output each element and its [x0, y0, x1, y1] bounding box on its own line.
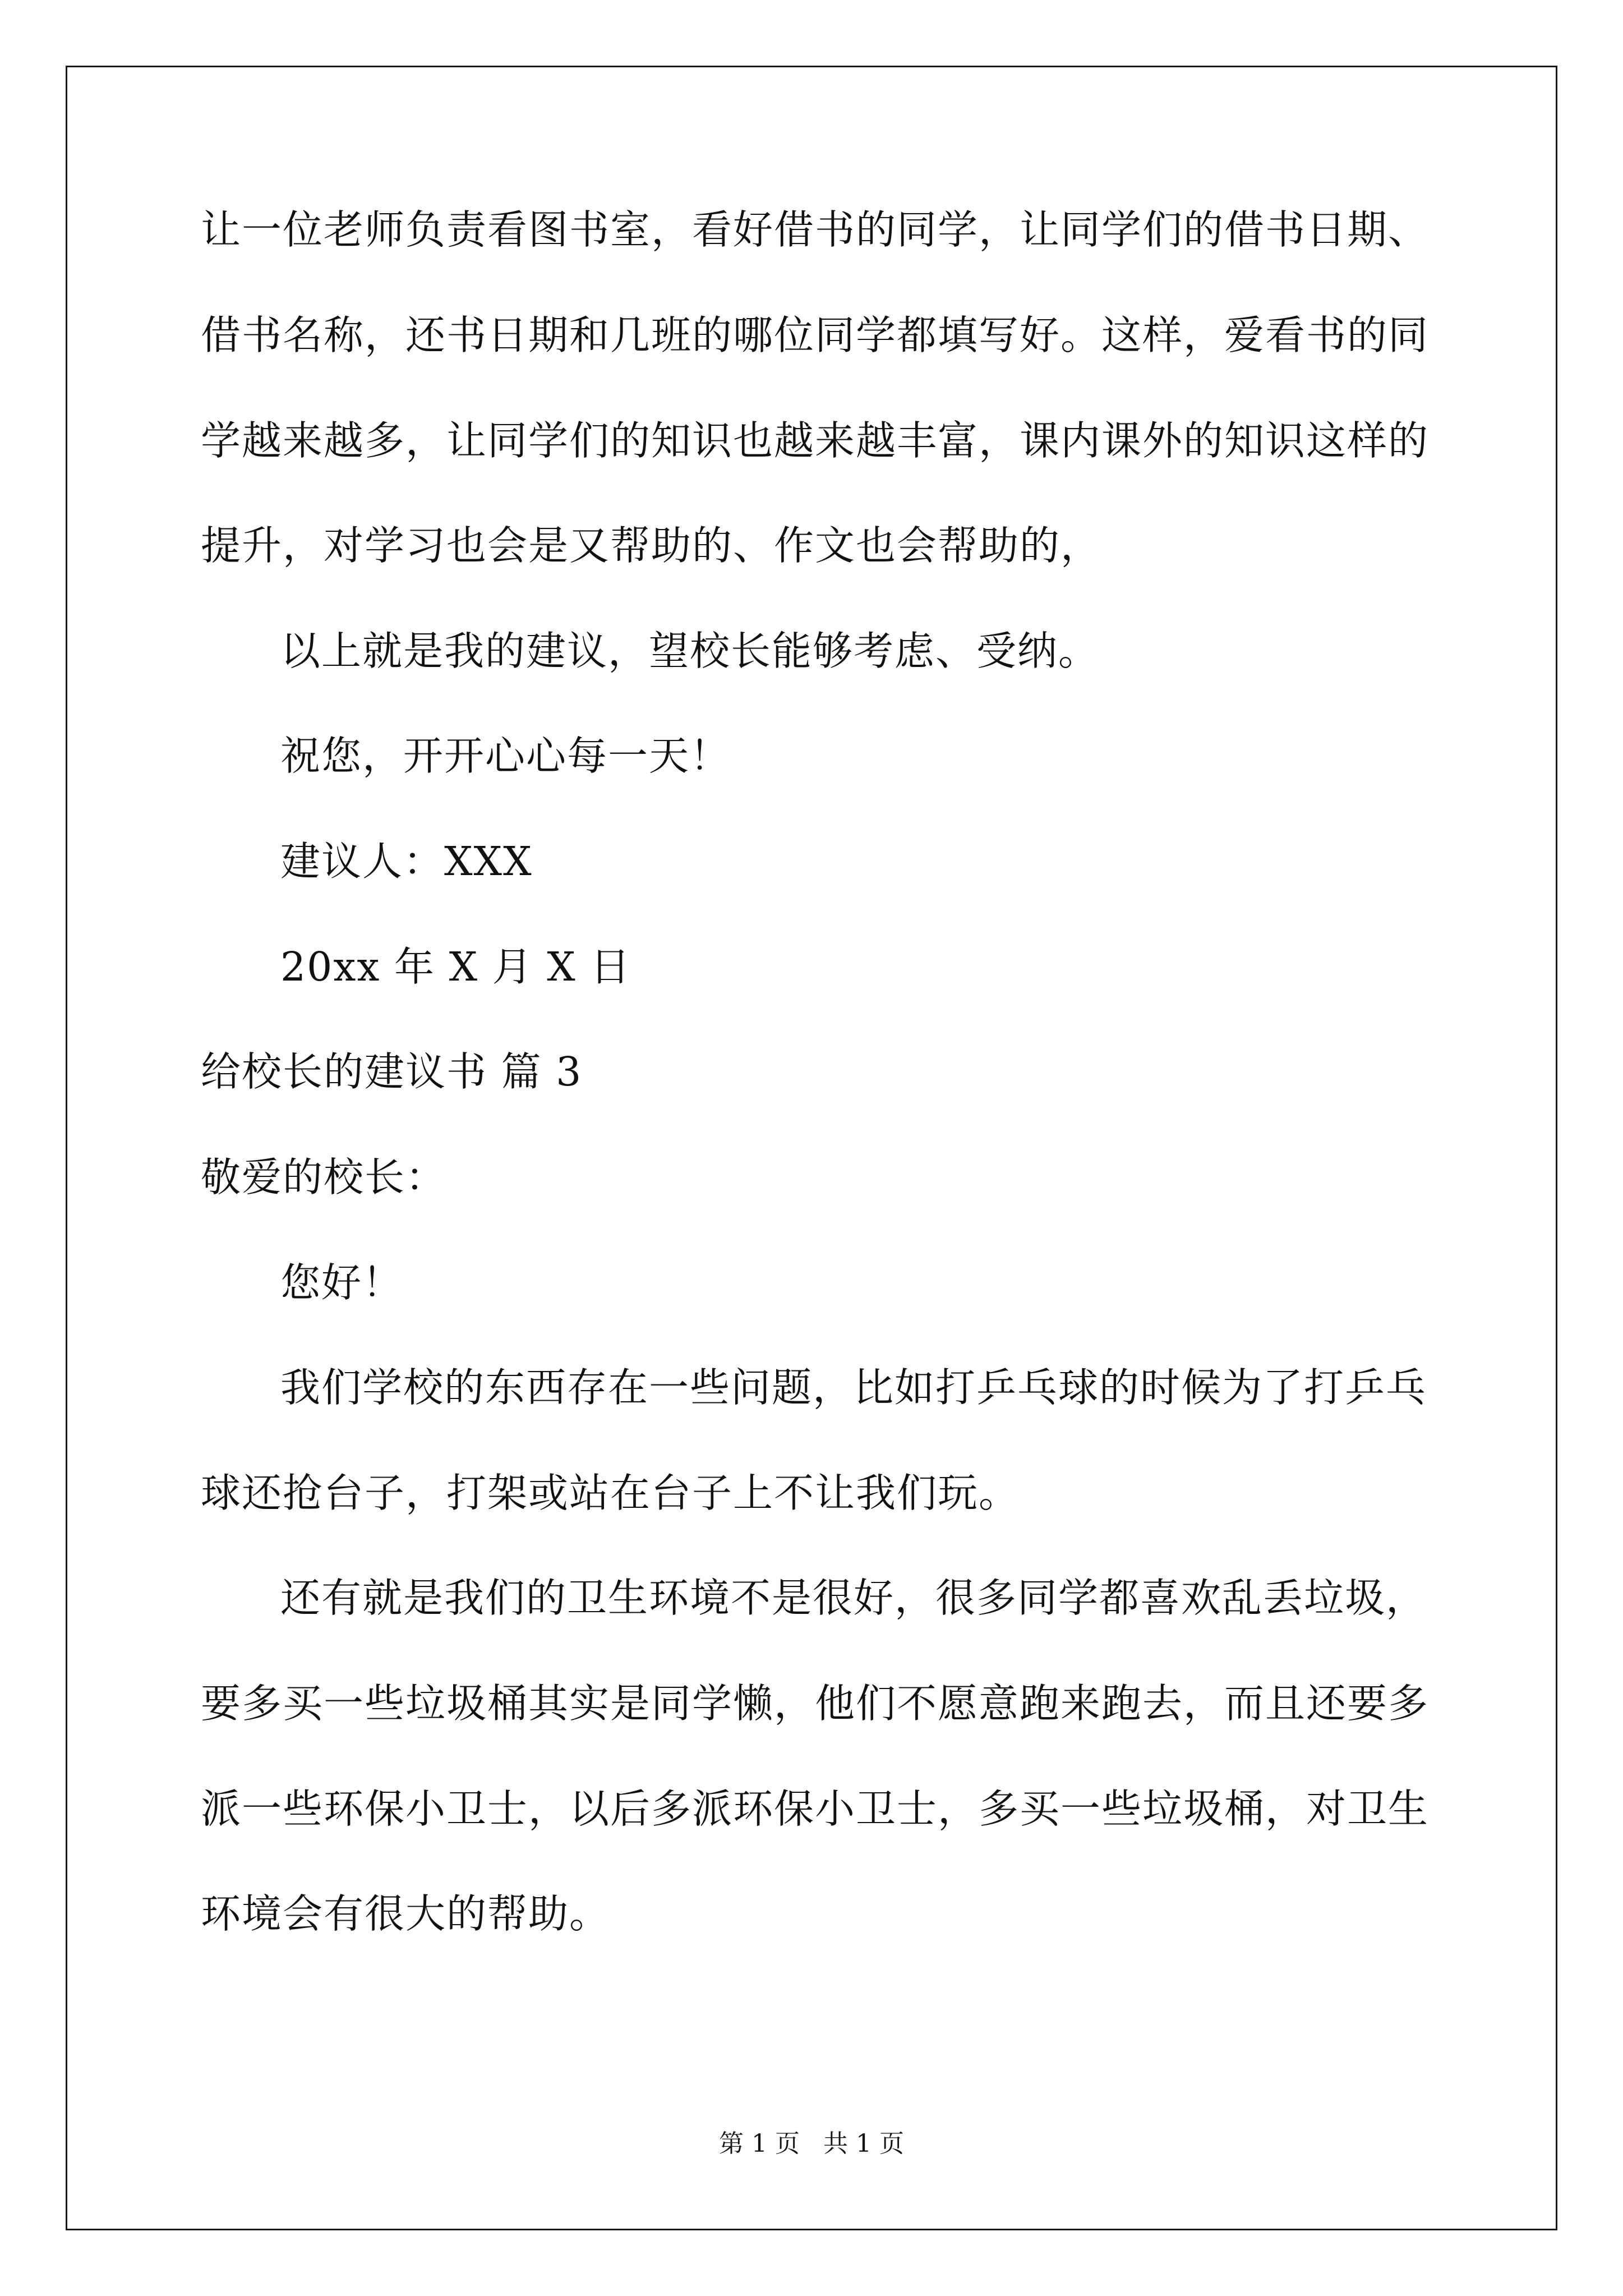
signature-line: 建议人：XXX [280, 838, 533, 885]
greeting: 您好！ [280, 1259, 404, 1306]
body-line-1: 让一位老师负责看图书室，看好借书的同学，让同学们的借书日期、 [201, 206, 1430, 253]
closing-paragraph: 以上就是我的建议，望校长能够考虑、受纳。 [280, 628, 1100, 674]
body-line-14: 还有就是我们的卫生环境不是很好，很多同学都喜欢乱丢垃圾， [280, 1575, 1427, 1621]
date-line: 20xx 年 X 月 X 日 [280, 944, 631, 990]
body-line-3: 学越来越多，让同学们的知识也越来越丰富，课内课外的知识这样的 [201, 417, 1430, 464]
body-line-16: 派一些环保小卫士，以后多派环保小卫士，多买一些垃圾桶，对卫生 [201, 1786, 1430, 1832]
salutation: 敬爱的校长： [201, 1154, 447, 1200]
body-line-15: 要多买一些垃圾桶其实是同学懒，他们不愿意跑来跑去，而且还要多 [201, 1680, 1430, 1727]
page-number-footer: 第 1 页 共 1 页 [719, 2129, 904, 2158]
section-heading: 给校长的建议书 篇 3 [201, 1048, 583, 1095]
greeting-wish: 祝您，开开心心每一天！ [280, 733, 731, 779]
body-line-2: 借书名称，还书日期和几班的哪位同学都填写好。这样，爱看书的同 [201, 312, 1430, 358]
body-line-17: 环境会有很大的帮助。 [201, 1890, 611, 1937]
body-line-12: 我们学校的东西存在一些问题，比如打乒乓球的时候为了打乒乓 [280, 1364, 1427, 1411]
body-line-4: 提升，对学习也会是又帮助的、作文也会帮助的， [201, 522, 1102, 569]
body-line-13: 球还抢台子，打架或站在台子上不让我们玩。 [201, 1470, 1020, 1516]
